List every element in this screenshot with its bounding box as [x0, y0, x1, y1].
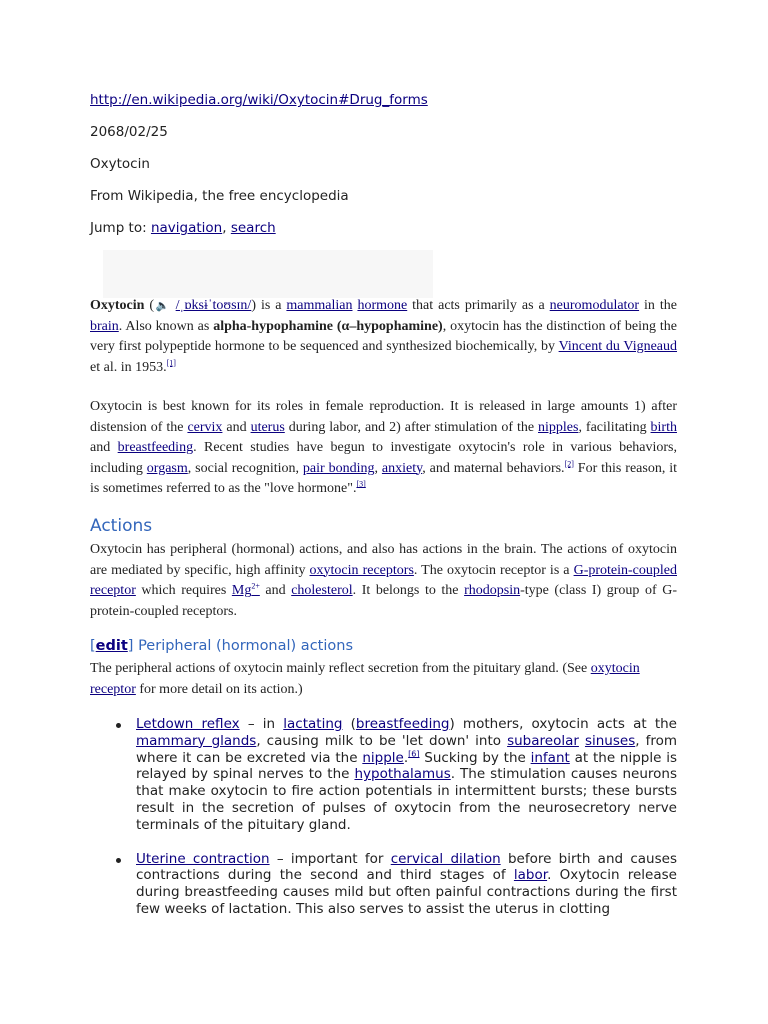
peripheral-heading [90, 638, 353, 654]
text: for more detail on its action.) [135, 681, 303, 697]
letdown-reflex-link[interactable]: Letdown reflex [136, 716, 240, 732]
uterine-contraction-link[interactable]: Uterine contraction [136, 850, 270, 867]
peripheral-actions-list [90, 716, 677, 935]
text: Oxytocin has peripheral (hormonal) actions, and also has actions in the brain. The actions of oxytocin are mediated by specific, high affinity [90, 542, 677, 578]
text: and [90, 440, 118, 455]
text: , causing milk to be 'let down' into [256, 732, 508, 749]
rhodopsin-link[interactable]: rhodopsin [464, 583, 521, 598]
text: . Also known as [118, 318, 214, 334]
text: which requires [135, 583, 232, 598]
ref-2-link[interactable]: [2] [564, 458, 574, 468]
text: et al. in 1953. [90, 359, 167, 375]
reproduction-paragraph [90, 397, 677, 500]
text: and [259, 583, 292, 598]
text: ) mothers, oxytocin acts at the [449, 716, 677, 732]
text: . It belongs to the [352, 583, 465, 598]
birth-link[interactable]: birth [650, 419, 677, 435]
text: , oxytocin has the distinction of being the very first polypeptide hormone to be sequenced and synthesized biochemically, by [90, 318, 678, 354]
nipple-link[interactable]: nipple [362, 749, 404, 766]
date-text: 2068/02/25 [90, 124, 168, 140]
search-link[interactable]: search [230, 220, 276, 236]
text: in the [639, 298, 677, 313]
cervical-dilation-link[interactable]: cervical dilation [390, 850, 501, 867]
labor-link[interactable]: labor [513, 867, 548, 884]
text: . Recent studies have begun to investigate oxytocin's role in various behaviors, including [90, 440, 678, 476]
text: ( [144, 298, 155, 313]
text: before birth and causes contractions during the second and third stages of [136, 850, 677, 884]
intro-paragraph [90, 296, 677, 378]
ipa-link[interactable]: /ˌɒksɨˈtoʊsɪn/ [175, 298, 252, 313]
text: The peripheral actions of oxytocin mainly reflect secretion from the pituitary gland. (See [90, 661, 591, 676]
text: . The stimulation causes neurons that make oxytocin to fire action potentials in intermittent bursts; these bursts result in the secretion of pulses of oxytocin from the neurosecretory nerve terminals of the pituitary gland. [136, 766, 677, 833]
bracket: [ [90, 638, 96, 654]
page-title: Oxytocin [90, 156, 150, 172]
page-subtitle: From Wikipedia, the free encyclopedia [90, 188, 349, 204]
text: that acts primarily as a [407, 298, 550, 313]
list-item-letdown-reflex [136, 716, 677, 834]
breastfeeding-link-2[interactable]: breastfeeding [355, 716, 450, 732]
oxytocin-receptors-link[interactable]: oxytocin receptors [309, 562, 414, 578]
jump-separator: , [222, 220, 231, 236]
ref-6-link[interactable]: [6] [408, 749, 420, 759]
text: -type (class I) group of G-protein-coupled receptors. [90, 583, 677, 619]
bracket: ] [127, 638, 139, 654]
text: . The oxytocin receptor is a [413, 562, 574, 578]
text: during labor, and 2) after stimulation of the [284, 419, 539, 435]
hypothalamus-link[interactable]: hypothalamus [354, 766, 451, 783]
text: . Oxytocin release during breastfeeding causes mild but often painful contractions during the first few weeks of lactation. This also serves to assist the uterus in clotting [136, 867, 677, 917]
cervix-link[interactable]: cervix [187, 419, 223, 435]
text: , and maternal behaviors. [422, 460, 565, 476]
text: and [222, 419, 251, 435]
list-item-uterine-contraction [136, 851, 677, 918]
pair-bonding-link[interactable]: pair bonding [302, 460, 375, 476]
nipples-link[interactable]: nipples [538, 419, 579, 435]
ref-1-link[interactable]: [1] [166, 357, 176, 367]
peripheral-heading-text: Peripheral (hormonal) actions [138, 638, 353, 654]
text: , social recognition, [187, 460, 303, 476]
orgasm-link[interactable]: orgasm [146, 460, 188, 476]
image-placeholder [103, 250, 433, 298]
brain-link[interactable]: brain [90, 318, 119, 334]
hormone-link[interactable]: hormone [357, 298, 408, 313]
actions-paragraph [90, 540, 677, 622]
oxytocin-receptor-link[interactable]: oxytocin receptor [90, 661, 640, 697]
peripheral-paragraph [90, 659, 677, 700]
magnesium-link[interactable] [232, 583, 260, 598]
text: – important for [269, 850, 391, 867]
mammalian-link[interactable]: mammalian [286, 298, 353, 313]
text: Oxytocin is best known for its roles in female reproduction. It is released in large amounts 1) after distension of the [90, 399, 677, 435]
text: For this reason, it is sometimes referred to as the "love hormone". [90, 460, 678, 496]
anxiety-link[interactable]: anxiety [381, 460, 423, 476]
text: ) is a [251, 298, 287, 313]
text: Sucking by the [419, 749, 531, 766]
term-alpha-hypophamine: alpha-hypophamine (α–hypophamine) [213, 318, 443, 334]
vigneaud-link[interactable]: Vincent du Vigneaud [558, 339, 678, 354]
mammary-glands-link[interactable]: mammary glands [136, 732, 257, 749]
term-oxytocin: Oxytocin [90, 298, 145, 313]
mg-superscript[interactable]: 2+ [251, 581, 260, 591]
breastfeeding-link[interactable]: breastfeeding [117, 440, 194, 455]
jump-label: Jump to: [90, 220, 151, 236]
lactating-link[interactable]: lactating [283, 716, 343, 732]
cholesterol-link[interactable]: cholesterol [291, 583, 353, 598]
text: – in [239, 716, 284, 732]
ref-3-link[interactable]: [3] [356, 479, 366, 489]
source-url-link[interactable]: http://en.wikipedia.org/wiki/Oxytocin#Drug_forms [90, 92, 428, 108]
neuromodulator-link[interactable]: neuromodulator [549, 298, 640, 313]
source-url[interactable] [90, 92, 428, 108]
navigation-link[interactable]: navigation [150, 220, 223, 236]
text: ( [342, 716, 356, 732]
text: , [374, 460, 382, 476]
edit-link[interactable]: edit [95, 638, 128, 654]
text: . [403, 749, 409, 766]
jump-to-line [90, 220, 276, 236]
infant-link[interactable]: infant [530, 749, 570, 766]
gpcr-link[interactable]: G-protein-coupled receptor [90, 562, 677, 598]
speaker-icon[interactable]: 🔈 [154, 300, 171, 312]
text: at the nipple is relayed by spinal nerves to the [136, 749, 677, 783]
mg-text[interactable]: Mg [231, 583, 252, 598]
uterus-link[interactable]: uterus [250, 419, 285, 435]
actions-heading: Actions [90, 516, 153, 536]
subareolar-link[interactable]: subareolar [507, 732, 579, 749]
sinuses-link[interactable]: sinuses [584, 732, 636, 749]
text: , facilitating [578, 419, 651, 435]
text: , from where it can be excreted via the [136, 732, 677, 766]
